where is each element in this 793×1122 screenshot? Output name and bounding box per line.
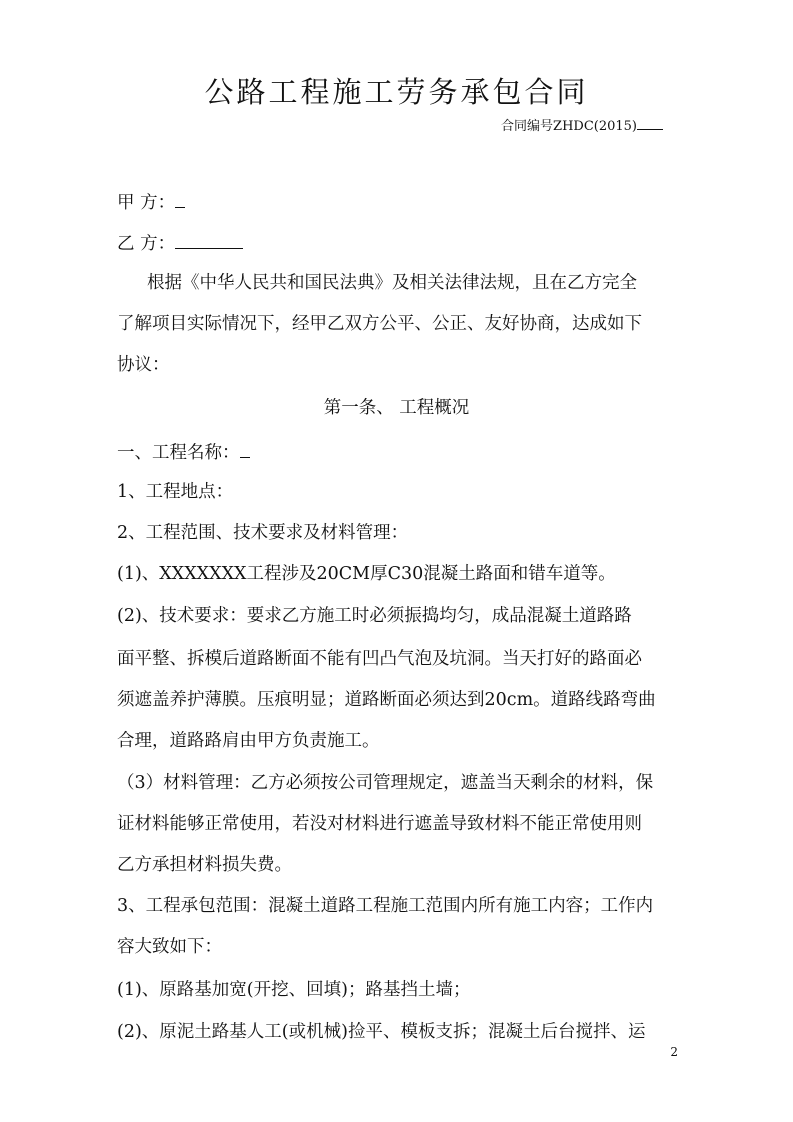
scope-item-1: (1)、XXXXXXX工程涉及20CM厚C30混凝土路面和错车道等。 bbox=[117, 564, 616, 584]
material-line-2: 证材料能够正常使用，若没对材料进行遮盖导致材料不能正常使用则 bbox=[117, 814, 642, 834]
party-a-label: 甲 方： bbox=[117, 193, 176, 213]
document-title: 公路工程施工劳务承包合同 bbox=[204, 75, 589, 109]
work-item-2: (2)、原泥土路基人工(或机械)捡平、模板支拆；混凝土后台搅拌、运 bbox=[117, 1022, 646, 1042]
party-a-blank bbox=[175, 189, 185, 208]
party-b-blank bbox=[175, 230, 243, 249]
work-item-1: (1)、原路基加宽(开挖、回填)；路基挡土墙； bbox=[117, 980, 471, 1000]
project-name-blank bbox=[240, 439, 250, 458]
party-b-line bbox=[117, 230, 683, 256]
party-b-label: 乙 方： bbox=[117, 234, 176, 254]
tech-line-4: 合理，道路路肩由甲方负责施工。 bbox=[117, 731, 380, 751]
contract-scope-line-1: 3、工程承包范围：混凝土道路工程施工范围内所有施工内容；工作内 bbox=[117, 896, 654, 916]
project-name-line bbox=[117, 439, 683, 465]
party-a-line bbox=[117, 189, 683, 215]
tech-line-2: 面平整、拆模后道路断面不能有凹凸气泡及坑洞。当天打好的路面必 bbox=[117, 649, 642, 669]
tech-line-3: 须遮盖养护薄膜。压痕明显；道路断面必须达到20cm。道路线路弯曲 bbox=[117, 690, 656, 710]
contract-number-label: 合同编号ZHDC(2015) bbox=[501, 119, 637, 134]
project-location-line: 1、工程地点： bbox=[117, 482, 234, 502]
intro-line-3: 协议： bbox=[117, 355, 170, 375]
material-line-3: 乙方承担材料损失费。 bbox=[117, 855, 292, 875]
tech-line-1: (2)、技术要求：要求乙方施工时必须振捣均匀，成品混凝土道路路 bbox=[117, 606, 632, 626]
scope-heading: 2、工程范围、技术要求及材料管理： bbox=[117, 523, 409, 543]
contract-scope-line-2: 容大致如下： bbox=[117, 937, 222, 957]
contract-number bbox=[501, 116, 663, 136]
contract-number-blank bbox=[637, 116, 663, 130]
page-number: 2 bbox=[670, 1045, 678, 1059]
project-name-label: 一、工程名称： bbox=[117, 443, 240, 463]
intro-line-2: 了解项目实际情况下，经甲乙双方公平、公正、友好协商，达成如下 bbox=[117, 314, 642, 334]
intro-line-1: 根据《中华人民共和国民法典》及相关法律法规，且在乙方完全 bbox=[147, 273, 637, 293]
material-line-1: （3）材料管理：乙方必须按公司管理规定，遮盖当天剩余的材料，保 bbox=[117, 773, 654, 793]
article-heading: 第一条、 工程概况 bbox=[323, 398, 470, 418]
